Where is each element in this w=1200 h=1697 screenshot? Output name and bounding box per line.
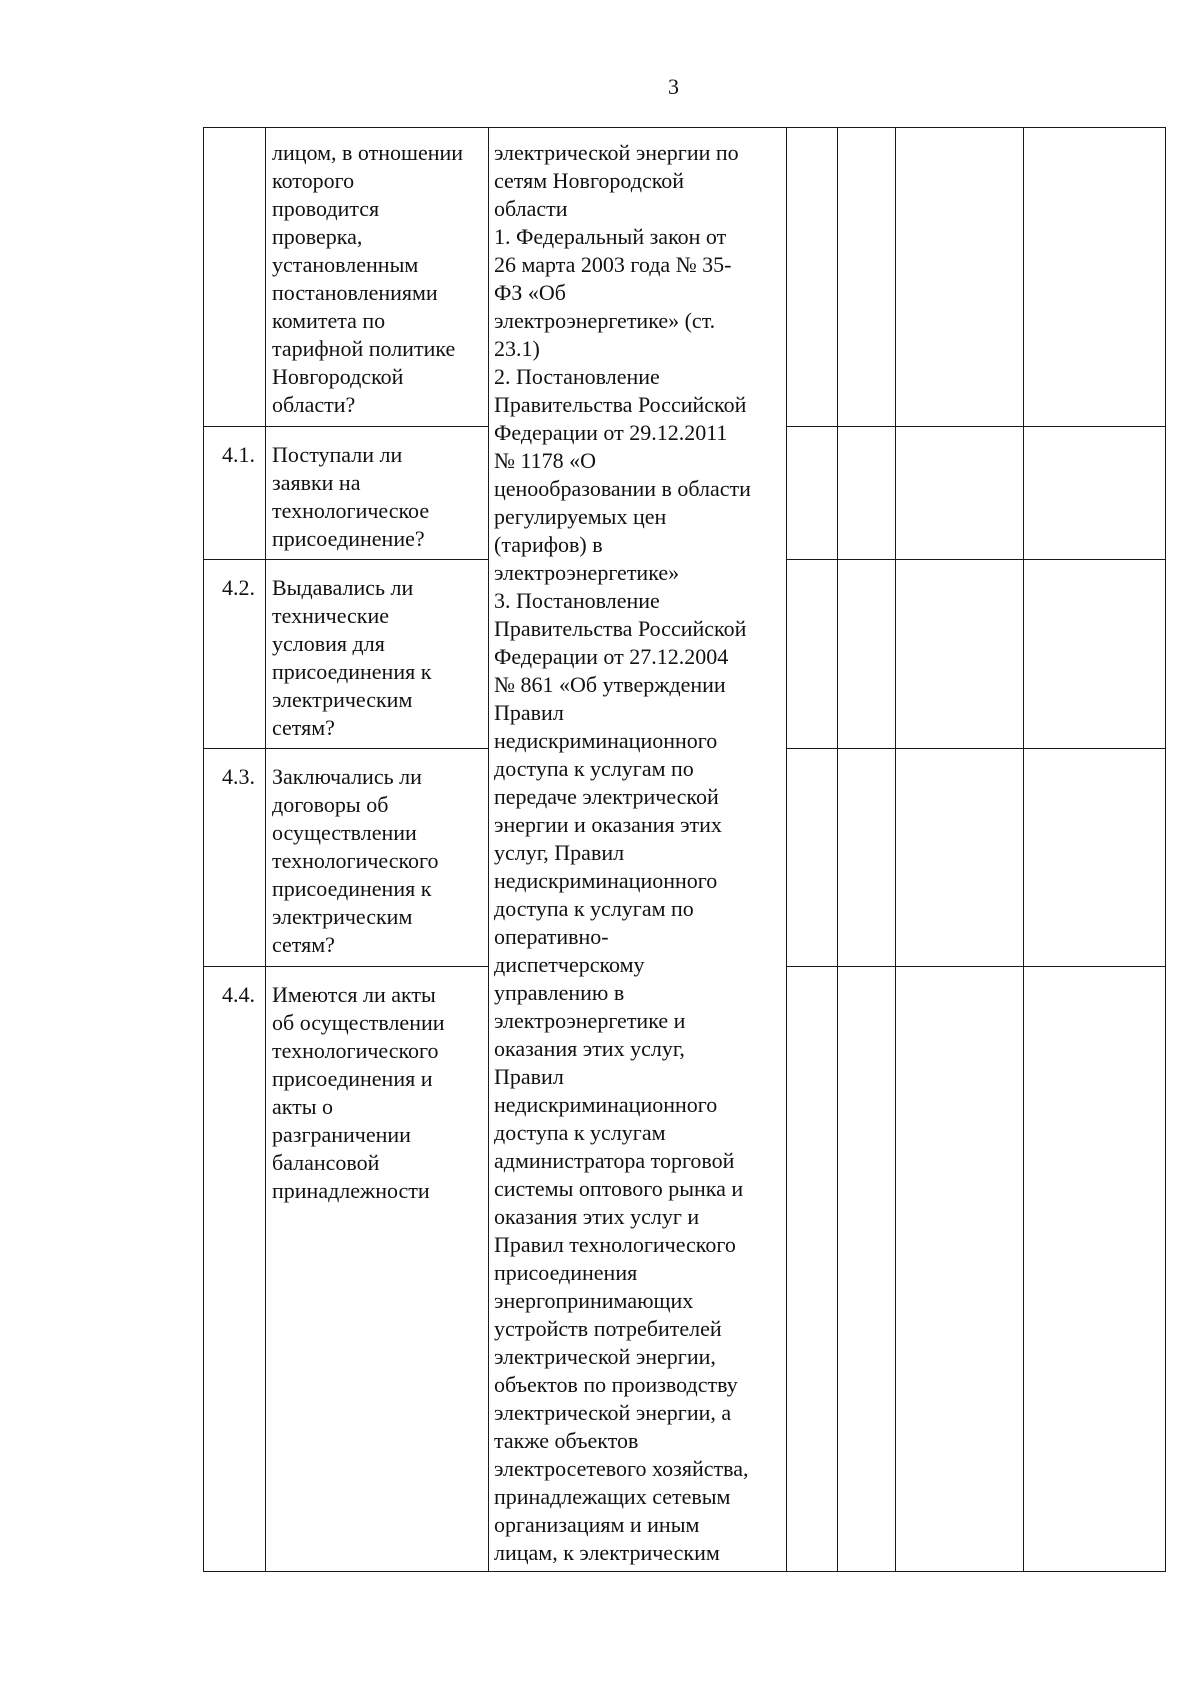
question-line: сетям? (272, 714, 335, 740)
legal-basis-line: № 1178 «О (494, 448, 597, 473)
question-line: присоединения и (272, 1065, 433, 1091)
legal-basis-line: сетям Новгородской (494, 168, 685, 193)
legal-basis-line: энергии и оказания этих (494, 812, 722, 837)
legal-basis-line: услуг, Правил (494, 840, 625, 865)
answer-cell-not-applicable (896, 426, 1024, 559)
question-line: лицом, в отношении (272, 140, 464, 165)
question-cell (266, 128, 489, 427)
question-line: Заключались ли (272, 764, 422, 790)
question-line: Имеются ли акты (272, 981, 436, 1007)
legal-basis-line: 23.1) (494, 336, 540, 361)
legal-basis-line: доступа к услугам по (494, 756, 694, 781)
question-line: принадлежности (272, 1177, 430, 1203)
row-number-cell: 4.3. (204, 749, 266, 966)
row-number-cell: 4.2. (204, 559, 266, 748)
question-line: договоры об (272, 792, 389, 818)
legal-basis-line: (тарифов) в (494, 532, 603, 557)
question-line: комитета по (272, 308, 386, 333)
question-line: области? (272, 392, 356, 417)
answer-cell-yes (787, 128, 838, 427)
legal-basis-line: 1. Федеральный закон от (494, 224, 727, 249)
answer-cell-not-applicable (896, 128, 1024, 427)
answer-cell-not-applicable (896, 966, 1024, 1571)
answer-cell-notes (1024, 426, 1166, 559)
legal-basis-line: Федерации от 29.12.2011 (494, 420, 728, 445)
legal-basis-line: принадлежащих сетевым (494, 1484, 731, 1509)
legal-basis-line: системы оптового рынка и (494, 1176, 744, 1201)
row-number-cell (204, 128, 266, 427)
question-line: электрическим (272, 686, 413, 712)
page-number: 3 (668, 74, 679, 99)
legal-basis-line: Правил (494, 700, 564, 725)
legal-basis-line: недискриминационного (494, 1092, 718, 1117)
question-line: постановлениями (272, 280, 438, 305)
legal-basis-line: недискриминационного (494, 868, 718, 893)
question-line: об осуществлении (272, 1009, 445, 1035)
legal-basis-line: диспетчерскому (494, 952, 645, 977)
legal-basis-line: 26 марта 2003 года № 35- (494, 252, 732, 277)
question-line: технические (272, 602, 390, 628)
question-line: акты о (272, 1093, 334, 1119)
legal-basis-line: ценообразовании в области (494, 476, 751, 501)
legal-basis-line: Правительства Российской (494, 616, 747, 641)
question-line: присоединения к (272, 876, 432, 902)
legal-basis-line: регулируемых цен (494, 504, 667, 529)
legal-basis-line: 2. Постановление (494, 364, 660, 389)
legal-basis-line: Федерации от 27.12.2004 (494, 644, 729, 669)
legal-basis-line: ФЗ «Об (494, 280, 566, 305)
question-line: Поступали ли (272, 441, 403, 467)
answer-cell-notes (1024, 559, 1166, 748)
answer-cell-no (838, 749, 896, 966)
question-cell (266, 559, 489, 748)
question-cell (266, 966, 489, 1571)
question-line: присоединение? (272, 525, 425, 551)
answer-cell-no (838, 966, 896, 1571)
question-line: технологического (272, 848, 439, 874)
question-line: Новгородской (272, 364, 404, 389)
answer-cell-no (838, 128, 896, 427)
legal-basis-cell (489, 128, 787, 1572)
row-number-cell: 4.1. (204, 426, 266, 559)
question-line: установленным (272, 252, 419, 277)
legal-basis-line: передаче электрической (494, 784, 719, 809)
answer-cell-no (838, 426, 896, 559)
legal-basis-line: Правительства Российской (494, 392, 747, 417)
legal-basis-line: недискриминационного (494, 728, 718, 753)
legal-basis-line: электроэнергетике и (494, 1008, 686, 1033)
legal-basis-line: устройств потребителей (494, 1316, 722, 1341)
question-line: присоединения к (272, 658, 432, 684)
question-line: заявки на (272, 469, 361, 495)
answer-cell-not-applicable (896, 559, 1024, 748)
question-line: сетям? (272, 932, 335, 958)
question-line: технологическое (272, 497, 430, 523)
checklist-table (203, 127, 1166, 1572)
answer-cell-notes (1024, 966, 1166, 1571)
answer-cell-yes (787, 749, 838, 966)
legal-basis-line: 3. Постановление (494, 588, 660, 613)
legal-basis-line: энергопринимающих (494, 1288, 694, 1313)
legal-basis-line: № 861 «Об утверждении (494, 672, 726, 697)
question-line: проводится (272, 196, 380, 221)
table-row-continuation (204, 128, 1166, 427)
legal-basis-line: электроэнергетике» (494, 560, 680, 585)
legal-basis-line: оказания этих услуг и (494, 1204, 700, 1229)
legal-basis-line: оперативно- (494, 924, 609, 949)
legal-basis-line: доступа к услугам по (494, 896, 694, 921)
answer-cell-no (838, 559, 896, 748)
legal-basis-line: управлению в (494, 980, 625, 1005)
legal-basis-line: электрической энергии, (494, 1344, 716, 1369)
legal-basis-line: организациям и иным (494, 1512, 700, 1537)
question-line: электрическим (272, 904, 413, 930)
question-line: которого (272, 168, 355, 193)
question-line: разграничении (272, 1121, 411, 1147)
legal-basis-line: Правил технологического (494, 1232, 736, 1257)
answer-cell-yes (787, 966, 838, 1571)
legal-basis-line: администратора торговой (494, 1148, 735, 1173)
answer-cell-notes (1024, 749, 1166, 966)
legal-basis-line: электроэнергетике» (ст. (494, 308, 716, 333)
legal-basis-line: объектов по производству (494, 1372, 738, 1397)
legal-basis-line: электросетевого хозяйства, (494, 1456, 749, 1481)
question-line: технологического (272, 1037, 439, 1063)
legal-basis-line: электрической энергии, а (494, 1400, 732, 1425)
question-line: балансовой (272, 1149, 380, 1175)
answer-cell-not-applicable (896, 749, 1024, 966)
row-number-cell: 4.4. (204, 966, 266, 1571)
question-cell (266, 749, 489, 966)
legal-basis-line: лицам, к электрическим (494, 1540, 720, 1565)
question-line: Выдавались ли (272, 574, 414, 600)
question-line: условия для (272, 630, 385, 656)
question-line: тарифной политике (272, 336, 456, 361)
question-line: проверка, (272, 224, 363, 249)
legal-basis-line: также объектов (494, 1428, 639, 1453)
question-line: осуществлении (272, 820, 417, 846)
answer-cell-yes (787, 426, 838, 559)
legal-basis-line: области (494, 196, 568, 221)
question-cell (266, 426, 489, 559)
answer-cell-notes (1024, 128, 1166, 427)
legal-basis-line: присоединения (494, 1260, 638, 1285)
legal-basis-line: оказания этих услуг, (494, 1036, 685, 1061)
legal-basis-line: Правил (494, 1064, 564, 1089)
legal-basis-line: доступа к услугам (494, 1120, 666, 1145)
answer-cell-yes (787, 559, 838, 748)
legal-basis-line: электрической энергии по (494, 140, 739, 165)
